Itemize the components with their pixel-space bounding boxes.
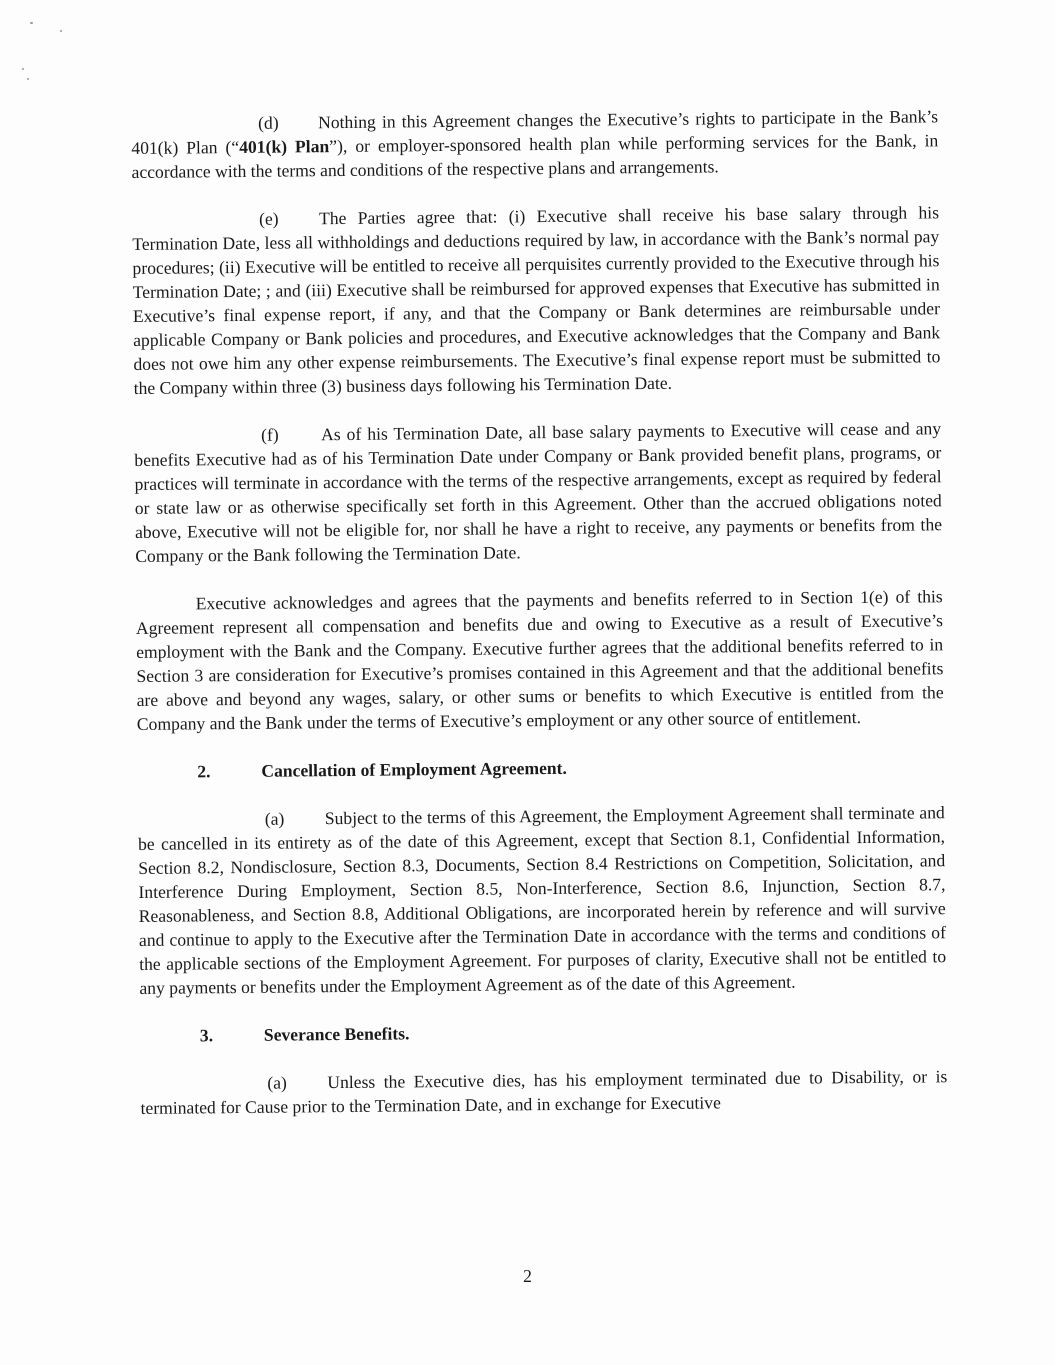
paragraph-text: As of his Termination Date, all base salary payments to Executive will cease and any benefits Executive had as of his Termination Date under Company or Bank provided benefit plans, programs, or practices will terminate in accordance with the terms of the respective arrangements, except as required by federal or state law or as otherwise specifically set forth in this Agreement. Other than the accrued obligations noted above, Executive will not be eligible for, nor shall he have a right to receive, any payments or benefits from the Company or the Bank following the Termination Date. [134, 418, 943, 566]
paragraph-text: The Parties agree that: (i) Executive shall receive his base salary through his Termination Date, less all withholdings and deductions required by law, in accordance with the Bank’s normal pay procedures; (ii) Executive will be entitled to receive all perquisites currently provided to the Executive through his Termination Date; ; and (iii) Executive shall be reimbursed for approved expenses that Executive has submitted in Executive’s final expense report, if any, and that the Company or Bank determines are reimbursable under applicable Company or Bank policies and procedures, and Executive acknowledges that the Company and Bank does not owe him any other expense reimbursements. The Executive’s final expense report must be submitted to the Company within three (3) business days following his Termination Date. [132, 202, 941, 398]
scan-artifact [60, 30, 62, 32]
page-number: 2 [523, 1266, 532, 1286]
paragraph-d [131, 104, 939, 184]
section-number: 3. [199, 1025, 214, 1046]
paragraph-label: (f) [261, 424, 279, 445]
paragraph-text: Subject to the terms of this Agreement, the Employment Agreement shall terminate and be cancelled in its entirety as of the date of this Agreement, except that Section 8.1, Confidential Information, Section 8.2, Nondisclosure, Section 8.3, Documents, Section 8.4 Restrictions on Competition, Solicitation, and Interference During Employment, Section 8.5, Non-Interference, Section 8.6, Injunction, Section 8.7, Reasonableness, and Section 8.8, Additional Obligations, are incorporated herein by reference and will survive and continue to apply to the Executive after the Termination Date in accordance with the terms and conditions of the applicable sections of the Employment Agreement. For purposes of clarity, Executive shall not be entitled to any payments or benefits under the Employment Agreement as of the date of this Agreement. [137, 802, 947, 998]
defined-term: 401(k) Plan [239, 136, 330, 157]
section-number: 2. [197, 761, 211, 782]
section-2-heading [137, 752, 944, 784]
paragraph-e [132, 200, 941, 400]
section-title: Severance Benefits. [263, 1023, 410, 1045]
scan-artifact [30, 22, 33, 24]
paragraph-3a [140, 1064, 947, 1120]
paragraph-text: Unless the Executive dies, has his employment terminated due to Disability, or is terminated for Cause prior to the Termination Date, and in exchange for Executive [140, 1066, 948, 1118]
paragraph-text: Nothing in this Agreement changes the Executive’s rights to participate in the Bank’s 401(k) Plan (“ [131, 106, 939, 158]
section-3-heading [140, 1016, 947, 1048]
paragraph-2a [138, 800, 947, 1000]
paragraph-label: (d) [258, 112, 279, 133]
paragraph-acknowledgment: Executive acknowledges and agrees that the payments and benefits referred to in Section 1(e) of this Agreement represent all compensation and benefits due and owing to Executive as a result of Executive’s employment with the Bank and the Company. Executive further agrees that the additional benefits referred to in Section 3 are consideration for Executive’s promises contained in this Agreement and that the additional benefits are above and beyond any wages, salary, or other sums or benefits to which Executive is entitled from the Company and the Bank under the terms of Executive’s employment or any other source of entitlement. [135, 586, 944, 734]
scan-artifact [22, 68, 24, 70]
section-title: Cancellation of Employment Agreement. [261, 757, 567, 781]
paragraph-label: (a) [267, 1072, 287, 1093]
paragraph-text: ”), or employer-sponsored health plan while performing services for the Bank, in accordance with the terms and conditions of the respective plans and arrangements. [131, 130, 939, 182]
paragraph-f [134, 416, 942, 568]
document-body [131, 104, 948, 1144]
scan-artifact [27, 78, 29, 80]
paragraph-label: (e) [258, 208, 279, 229]
paragraph-label: (a) [264, 808, 285, 829]
